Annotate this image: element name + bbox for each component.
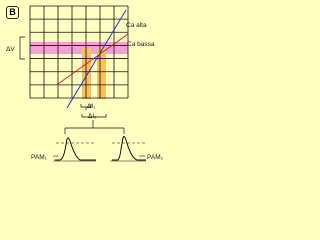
pam2-trace	[112, 136, 146, 160]
delta-i1-band	[82, 48, 91, 99]
panel-label-badge: B	[6, 6, 19, 19]
delta-v-bracket	[20, 37, 25, 59]
diagram-stage	[0, 0, 182, 178]
curve-ca-bassa-label: Ca bassa	[127, 41, 155, 48]
curve-ca-bassa	[58, 34, 128, 84]
delta-i1-label: ΔI₁	[87, 103, 96, 110]
delta-v-label: ΔV	[6, 46, 15, 53]
curve-ca-alta-label: Ca alta	[126, 22, 147, 29]
voltage-current-diagram	[0, 0, 182, 178]
connector-lines	[65, 120, 124, 134]
delta-i2-label: ΔI₂	[88, 113, 97, 120]
delta-v-band	[30, 42, 128, 54]
pam1-trace	[55, 138, 96, 160]
pam2-label: PAM₂	[147, 154, 164, 161]
pam1-label: PAM₁	[31, 154, 47, 161]
curve-ca-alta	[67, 10, 126, 108]
